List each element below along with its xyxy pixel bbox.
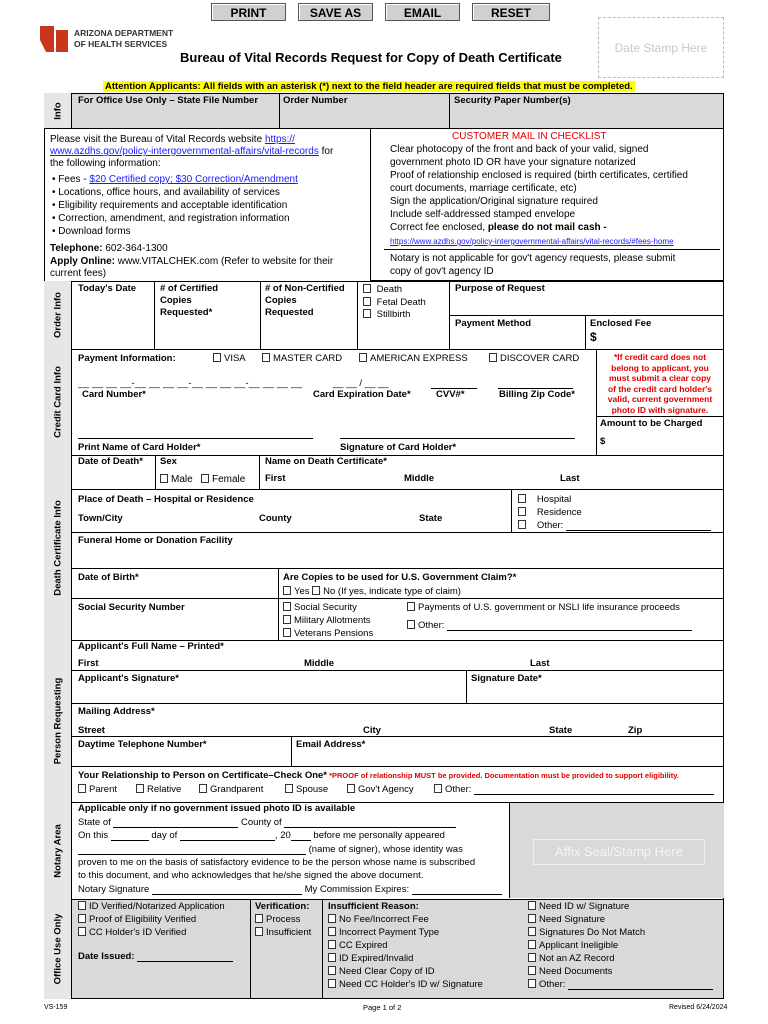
place-residence-checkbox[interactable]: Residence xyxy=(518,507,582,518)
page-number: Page 1 of 2 xyxy=(363,1003,402,1012)
checklist-fee: Correct fee enclosed, please do not mail cash - xyxy=(390,222,607,233)
place-other-input[interactable] xyxy=(566,530,711,531)
sex-label: Sex xyxy=(160,456,177,467)
relationship-label: Your Relationship to Person on Certificate–Check One* *PROOF of relationship MUST be provided. Documentation must be provided to support eligibility. xyxy=(78,770,679,781)
visit-url-line: www.azdhs.gov/policy-intergovernmental-affairs/vital-records for xyxy=(50,146,334,157)
card-holder-notice: *If credit card does not belong to applicant, you must submit a clear copy of the credit card holder's valid, current government photo ID with signature. xyxy=(607,352,713,415)
amount-dollar: $ xyxy=(600,436,606,447)
applicant-full-name-label: Applicant's Full Name – Printed* xyxy=(78,641,224,652)
card-number-input[interactable]: __ __ __ __-__ __ __ __-__ __ __ __-__ __ __ __ xyxy=(78,378,303,389)
type-fetal-death-checkbox[interactable]: Fetal Death xyxy=(363,297,426,308)
bullet-fees: • Fees - $20 Certified copy; $30 Correction/Amendment xyxy=(52,174,298,185)
card-signature-label: Signature of Card Holder* xyxy=(340,442,457,453)
ssn-label: Social Security Number xyxy=(78,602,185,613)
fees-link[interactable]: $20 Certified copy; $30 Correction/Amendment xyxy=(89,174,298,185)
checklist-item: Proof of relationship enclosed is required (birth certificates, certified xyxy=(390,170,688,181)
card-expiration-input[interactable]: __ __ / __ __ xyxy=(333,378,389,389)
state-file-number-label: For Office Use Only – State File Number xyxy=(78,95,259,106)
reason-checkbox[interactable]: No Fee/Incorrect Fee xyxy=(328,914,429,925)
reason-checkbox[interactable]: Need Clear Copy of ID xyxy=(328,966,435,977)
applicant-first-label: First xyxy=(78,658,99,669)
print-button[interactable]: PRINT xyxy=(211,3,286,21)
verification-process-checkbox[interactable]: Process xyxy=(255,914,300,925)
notary-state-of: State of County of xyxy=(78,817,456,828)
todays-date-label: Today's Date xyxy=(78,283,137,294)
bullet-item: • Locations, office hours, and availability of services xyxy=(52,187,280,198)
fees-home-link[interactable]: https://www.azdhs.gov/policy-intergovernmental-affairs/vital-records/#fees-home xyxy=(390,237,674,246)
applicant-last-label: Last xyxy=(530,658,550,669)
amount-charged-label: Amount to be Charged xyxy=(600,418,703,429)
adhs-logo xyxy=(40,26,70,52)
telephone: Telephone: 602-364-1300 xyxy=(50,243,168,254)
applicant-signature-label: Applicant's Signature* xyxy=(78,673,179,684)
need-other-checkbox[interactable]: Other: xyxy=(528,979,713,990)
name-on-cert-label: Name on Death Certificate* xyxy=(265,456,387,467)
city-label: City xyxy=(363,725,381,736)
rel-other-checkbox[interactable]: Other: xyxy=(434,784,714,795)
card-holder-signature-input[interactable] xyxy=(340,438,575,439)
card-expiration-label: Card Expiration Date* xyxy=(313,389,411,400)
notary-note-cont: copy of gov't agency ID xyxy=(390,266,494,277)
apply-online: Apply Online: www.VITALCHEK.com (Refer to website for their xyxy=(50,256,334,267)
save-as-button[interactable]: SAVE AS xyxy=(298,3,373,21)
decedent-middle-label: Middle xyxy=(404,473,435,484)
state-label: State xyxy=(549,725,573,736)
visit-text: Please visit the Bureau of Vital Records website https:// xyxy=(50,134,295,145)
card-number-label: Card Number* xyxy=(82,389,146,400)
funeral-home-label: Funeral Home or Donation Facility xyxy=(78,535,233,546)
need-checkbox[interactable]: Need Signature xyxy=(528,914,605,925)
checklist-item: court documents, marriage certificate, etc) xyxy=(390,183,577,194)
reason-checkbox[interactable]: Need CC Holder's ID w/ Signature xyxy=(328,979,483,990)
type-stillbirth-checkbox[interactable]: Stillbirth xyxy=(363,309,410,320)
need-other-input[interactable] xyxy=(568,989,713,990)
id-verified-checkbox[interactable]: ID Verified/Notarized Application xyxy=(78,901,225,912)
rel-relative-checkbox[interactable]: Relative xyxy=(136,784,181,795)
side-notary-area: Notary Area xyxy=(44,802,72,899)
verification-insufficient-checkbox[interactable]: Insufficient xyxy=(255,927,311,938)
discover-checkbox[interactable]: DISCOVER CARD xyxy=(489,353,579,364)
checklist-item: Sign the application/Original signature required xyxy=(390,196,598,207)
billing-zip-label: Billing Zip Code* xyxy=(499,389,575,400)
payment-method-label: Payment Method xyxy=(455,318,532,329)
notary-signature-line: Notary Signature My Commission Expires: xyxy=(78,884,502,895)
street-label: Street xyxy=(78,725,105,736)
date-of-death-label: Date of Death* xyxy=(78,456,143,467)
notary-acknowledges: to this document, and who acknowledges that he/she signed the above document. xyxy=(78,870,424,881)
rel-parent-checkbox[interactable]: Parent xyxy=(78,784,117,795)
need-checkbox[interactable]: Not an AZ Record xyxy=(528,953,615,964)
county-label: County xyxy=(259,513,292,524)
reason-checkbox[interactable]: CC Expired xyxy=(328,940,388,951)
applicant-middle-label: Middle xyxy=(304,658,335,669)
claim-social-security-checkbox[interactable]: Social Security xyxy=(283,602,357,613)
card-holder-name-input[interactable] xyxy=(78,438,313,439)
rel-gov-agency-checkbox[interactable]: Gov't Agency xyxy=(347,784,414,795)
decedent-last-label: Last xyxy=(560,473,580,484)
email-button[interactable]: EMAIL xyxy=(385,3,460,21)
apply-online-cont: current fees) xyxy=(50,268,107,279)
adhs-logo-icon xyxy=(40,26,70,52)
bullet-item: • Eligibility requirements and acceptable identification xyxy=(52,200,288,211)
form-number: VS-159 xyxy=(44,1004,68,1011)
checklist-title: CUSTOMER MAIL IN CHECKLIST xyxy=(452,131,607,142)
rel-grandparent-checkbox[interactable]: Grandparent xyxy=(199,784,263,795)
email-address-label: Email Address* xyxy=(296,739,366,750)
claim-other-checkbox[interactable]: Other: xyxy=(407,620,692,631)
reason-checkbox[interactable]: Incorrect Payment Type xyxy=(328,927,439,938)
mailing-address-label: Mailing Address* xyxy=(78,706,155,717)
checklist-item: government photo ID OR have your signature notarized xyxy=(390,157,636,168)
affix-seal-label: Affix Seal/Stamp Here xyxy=(533,839,705,865)
cc-holder-id-checkbox[interactable]: CC Holder's ID Verified xyxy=(78,927,186,938)
side-credit-card: Credit Card Info xyxy=(44,349,72,455)
signature-date-label: Signature Date* xyxy=(471,673,542,684)
website-link-cont[interactable]: www.azdhs.gov/policy-intergovernmental-affairs/vital-records xyxy=(50,146,319,157)
rel-spouse-checkbox[interactable]: Spouse xyxy=(285,784,328,795)
reset-button[interactable]: RESET xyxy=(472,3,550,21)
agency-line2: OF HEALTH SERVICES xyxy=(74,39,168,49)
side-office-use: Office Use Only xyxy=(44,899,72,999)
daytime-phone-label: Daytime Telephone Number* xyxy=(78,739,207,750)
side-order-info: Order Info xyxy=(44,281,72,349)
eligibility-verified-checkbox[interactable]: Proof of Eligibility Verified xyxy=(78,914,196,925)
website-link[interactable]: https:// xyxy=(264,134,295,145)
dob-label: Date of Birth* xyxy=(78,572,139,583)
side-person-requesting: Person Requesting xyxy=(44,640,72,802)
checklist-item: Include self-addressed stamped envelope xyxy=(390,209,576,220)
claim-other-input[interactable] xyxy=(447,630,692,631)
notary-note: Notary is not applicable for gov't agency requests, please submit xyxy=(390,253,676,264)
amex-checkbox[interactable]: AMERICAN EXPRESS xyxy=(359,353,468,364)
place-other-checkbox[interactable]: Other: xyxy=(518,520,711,531)
visa-checkbox[interactable]: VISA xyxy=(213,353,246,364)
state-label: State xyxy=(419,513,443,524)
enclosed-fee-label: Enclosed Fee xyxy=(590,318,652,329)
page-title: Bureau of Vital Records Request for Copy of Death Certificate xyxy=(180,50,562,65)
claim-military-checkbox[interactable]: Military Allotments xyxy=(283,615,371,626)
place-of-death-label: Place of Death – Hospital or Residence xyxy=(78,494,254,505)
notary-on-this: On this day of , 20 before me personally appeared xyxy=(78,830,445,841)
decedent-first-label: First xyxy=(265,473,286,484)
bullet-item: • Correction, amendment, and registration information xyxy=(52,213,290,224)
notary-heading: Applicable only if no government issued photo ID is available xyxy=(78,803,356,814)
enclosed-fee-dollar: $ xyxy=(590,330,597,344)
order-number-label: Order Number xyxy=(283,95,348,106)
notary-proven: proven to me on the basis of satisfactory evidence to be the person whose name is subscribed xyxy=(78,857,476,868)
print-name-label: Print Name of Card Holder* xyxy=(78,442,201,453)
certified-copies-label: # of Certified Copies Requested* xyxy=(160,283,219,318)
need-checkbox[interactable]: Signatures Do Not Match xyxy=(528,927,645,938)
agency-line1: ARIZONA DEPARTMENT xyxy=(74,28,174,38)
type-death-checkbox[interactable]: Death xyxy=(363,284,402,295)
place-hospital-checkbox[interactable]: Hospital xyxy=(518,494,571,505)
claim-payments-checkbox[interactable]: Payments of U.S. government or NSLI life insurance proceeds xyxy=(407,602,680,613)
noncertified-copies-label: # of Non-Certified Copies Requested xyxy=(265,283,345,318)
gov-claim-yes-checkbox[interactable]: Yes No (If yes, indicate type of claim) xyxy=(283,586,461,597)
need-checkbox[interactable]: Need Documents xyxy=(528,966,612,977)
insufficient-reason-label: Insufficient Reason: xyxy=(328,901,419,912)
revised-date: Revised 6/24/2024 xyxy=(669,1004,728,1011)
side-death-certificate: Death Certificate Info xyxy=(44,455,72,640)
gov-claim-label: Are Copies to be used for U.S. Government Claim?* xyxy=(283,572,517,583)
zip-label: Zip xyxy=(628,725,643,736)
payment-info-label: Payment Information: xyxy=(78,353,176,364)
verification-label: Verification: xyxy=(255,901,310,912)
date-issued-label: Date Issued: xyxy=(78,951,233,962)
town-city-label: Town/City xyxy=(78,513,123,524)
security-paper-label: Security Paper Number(s) xyxy=(454,95,571,106)
side-info: Info xyxy=(44,93,72,128)
date-stamp-box: Date Stamp Here xyxy=(598,17,724,78)
notary-name-signer: (name of signer), whose identity was xyxy=(78,844,463,855)
claim-veterans-checkbox[interactable]: Veterans Pensions xyxy=(283,628,373,639)
reason-checkbox[interactable]: ID Expired/Invalid xyxy=(328,953,413,964)
purpose-label: Purpose of Request xyxy=(455,283,545,294)
following-text: the following information: xyxy=(50,158,161,169)
cvv-label: CVV#* xyxy=(436,389,465,400)
need-checkbox[interactable]: Need ID w/ Signature xyxy=(528,901,629,912)
attention-banner: Attention Applicants: All fields with an asterisk (*) next to the field header are required fields that must be completed. xyxy=(105,81,633,92)
mastercard-checkbox[interactable]: MASTER CARD xyxy=(262,353,342,364)
rel-other-input[interactable] xyxy=(474,794,714,795)
sex-male-checkbox[interactable]: Male xyxy=(160,474,193,485)
checklist-item: Clear photocopy of the front and back of your valid, signed xyxy=(390,144,649,155)
sex-female-checkbox[interactable]: Female xyxy=(201,474,245,485)
need-checkbox[interactable]: Applicant Ineligible xyxy=(528,940,618,951)
bullet-item: • Download forms xyxy=(52,226,131,237)
